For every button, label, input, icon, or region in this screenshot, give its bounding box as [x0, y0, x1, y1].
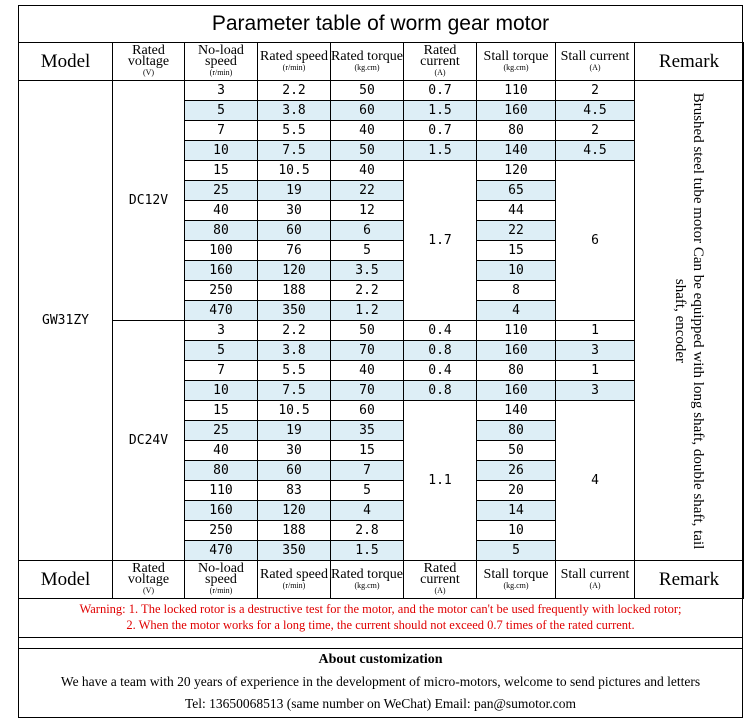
header-label: Rated torque — [331, 48, 403, 64]
stall-current-cell: 4.5 — [556, 101, 635, 121]
header-no-load-speed — [185, 561, 258, 599]
rated-speed-cell: 3.8 — [258, 341, 331, 361]
stall-current-cell: 3 — [556, 341, 635, 361]
rated-torque-cell: 5 — [331, 241, 404, 261]
stall-torque-cell: 50 — [477, 441, 556, 461]
model-cell: GW31ZY — [19, 81, 113, 561]
rated-speed-cell: 3.8 — [258, 101, 331, 121]
stall-torque-cell: 15 — [477, 241, 556, 261]
no-load-speed-cell: 10 — [185, 381, 258, 401]
rated-torque-cell: 70 — [331, 381, 404, 401]
rated-torque-cell: 40 — [331, 161, 404, 181]
stall-current-cell: 1 — [556, 321, 635, 341]
rated-torque-cell: 6 — [331, 221, 404, 241]
rated-current-cell: 0.4 — [404, 361, 477, 381]
no-load-speed-cell: 160 — [185, 261, 258, 281]
stall-current-cell: 3 — [556, 381, 635, 401]
rated-speed-cell: 5.5 — [258, 121, 331, 141]
header-unit: (kg.cm) — [503, 580, 529, 590]
stall-torque-cell: 80 — [477, 421, 556, 441]
header-label: Rated speed — [259, 48, 329, 64]
rated-torque-cell: 1.2 — [331, 301, 404, 321]
rated-torque-cell: 60 — [331, 401, 404, 421]
stall-torque-cell: 110 — [477, 321, 556, 341]
header-label: Rated current — [420, 561, 460, 587]
header-label: Stall current — [560, 48, 630, 64]
rated-speed-cell: 350 — [258, 541, 331, 561]
rated-speed-cell: 5.5 — [258, 361, 331, 381]
header-unit: (r/min) — [282, 580, 306, 590]
header-remark-label: Remark — [658, 568, 720, 590]
stall-torque-cell: 20 — [477, 481, 556, 501]
rated-speed-cell: 2.2 — [258, 81, 331, 101]
rated-torque-cell: 40 — [331, 121, 404, 141]
parameter-table — [18, 42, 744, 599]
header-rated-current — [404, 43, 477, 81]
rated-speed-cell: 188 — [258, 521, 331, 541]
stall-torque-cell: 26 — [477, 461, 556, 481]
about-line-1: We have a team with 20 years of experience in the development of micro-motors, welcome to send pictures and letters — [60, 674, 701, 689]
no-load-speed-cell: 100 — [185, 241, 258, 261]
table-row — [19, 81, 744, 101]
stall-torque-cell: 160 — [477, 101, 556, 121]
header-remark — [635, 561, 744, 599]
no-load-speed-cell: 7 — [185, 121, 258, 141]
rated-torque-cell: 7 — [331, 461, 404, 481]
no-load-speed-cell: 3 — [185, 81, 258, 101]
rated-torque-cell: 2.2 — [331, 281, 404, 301]
no-load-speed-cell: 5 — [185, 101, 258, 121]
rated-torque-cell: 1.5 — [331, 541, 404, 561]
rated-torque-cell: 35 — [331, 421, 404, 441]
header-rated-voltage — [113, 561, 185, 599]
page-title: Parameter table of worm gear motor — [18, 5, 743, 43]
stall-current-cell: 2 — [556, 81, 635, 101]
no-load-speed-cell: 15 — [185, 401, 258, 421]
header-rated-torque — [331, 561, 404, 599]
no-load-speed-cell: 10 — [185, 141, 258, 161]
stall-torque-cell: 120 — [477, 161, 556, 181]
stall-torque-cell: 110 — [477, 81, 556, 101]
stall-torque-cell: 10 — [477, 521, 556, 541]
header-stall-current — [556, 43, 635, 81]
stall-current-cell: 4.5 — [556, 141, 635, 161]
stall-torque-cell: 80 — [477, 361, 556, 381]
no-load-speed-cell: 40 — [185, 201, 258, 221]
no-load-speed-cell: 80 — [185, 461, 258, 481]
about-contact: Tel: 13650068513 (same number on WeChat) Email: pan@sumotor.com — [184, 696, 577, 711]
no-load-speed-cell: 250 — [185, 281, 258, 301]
no-load-speed-cell: 25 — [185, 421, 258, 441]
no-load-speed-cell: 3 — [185, 321, 258, 341]
rated-speed-cell: 120 — [258, 501, 331, 521]
header-stall-torque — [477, 43, 556, 81]
about-customization — [18, 648, 743, 718]
stall-current-merged-cell: 4 — [556, 401, 635, 561]
rated-speed-cell: 83 — [258, 481, 331, 501]
rated-torque-cell: 5 — [331, 481, 404, 501]
stall-torque-cell: 10 — [477, 261, 556, 281]
rated-torque-cell: 60 — [331, 101, 404, 121]
stall-current-cell: 2 — [556, 121, 635, 141]
stall-torque-cell: 140 — [477, 141, 556, 161]
header-unit: (V) — [142, 586, 155, 595]
header-rated-speed — [258, 43, 331, 81]
header-label: Rated voltage — [127, 561, 170, 587]
stall-torque-cell: 22 — [477, 221, 556, 241]
rated-speed-cell: 7.5 — [258, 381, 331, 401]
no-load-speed-cell: 470 — [185, 301, 258, 321]
rated-torque-cell: 70 — [331, 341, 404, 361]
header-rated-torque — [331, 43, 404, 81]
header-rated-voltage — [113, 43, 185, 81]
no-load-speed-cell: 5 — [185, 341, 258, 361]
header-model — [19, 561, 113, 599]
rated-current-merged-cell: 1.7 — [404, 161, 477, 321]
no-load-speed-cell: 25 — [185, 181, 258, 201]
header-unit: (kg.cm) — [503, 62, 529, 72]
rated-torque-cell: 2.8 — [331, 521, 404, 541]
header-unit: (kg.cm) — [354, 62, 380, 72]
rated-current-cell: 0.8 — [404, 341, 477, 361]
header-remark — [635, 43, 744, 81]
rated-speed-cell: 350 — [258, 301, 331, 321]
warning-notes — [18, 598, 743, 638]
rated-torque-cell: 22 — [331, 181, 404, 201]
header-unit: (kg.cm) — [354, 580, 380, 590]
rated-speed-cell: 2.2 — [258, 321, 331, 341]
rated-speed-cell: 30 — [258, 201, 331, 221]
rated-current-cell: 0.8 — [404, 381, 477, 401]
stall-torque-cell: 160 — [477, 341, 556, 361]
rated-speed-cell: 10.5 — [258, 161, 331, 181]
rated-current-cell: 1.5 — [404, 141, 477, 161]
header-unit: (V) — [142, 68, 155, 77]
header-stall-current — [556, 561, 635, 599]
header-unit: (r/min) — [209, 586, 233, 595]
stall-torque-cell: 80 — [477, 121, 556, 141]
header-model-label: Model — [40, 50, 91, 72]
header-no-load-speed — [185, 43, 258, 81]
rated-current-cell: 0.7 — [404, 81, 477, 101]
stall-torque-cell: 14 — [477, 501, 556, 521]
header-row-top — [19, 43, 744, 81]
stall-current-cell: 1 — [556, 361, 635, 381]
stall-current-merged-cell: 6 — [556, 161, 635, 321]
rated-current-cell: 0.7 — [404, 121, 477, 141]
remark-cell — [635, 81, 744, 561]
rated-torque-cell: 4 — [331, 501, 404, 521]
no-load-speed-cell: 80 — [185, 221, 258, 241]
no-load-speed-cell: 40 — [185, 441, 258, 461]
rated-speed-cell: 60 — [258, 221, 331, 241]
header-rated-current — [404, 561, 477, 599]
remark-text: Brushed steel tube motor Can be equipped with long shaft, double shaft, tail shaft, encoder — [672, 92, 706, 549]
rated-current-merged-cell: 1.1 — [404, 401, 477, 561]
header-stall-torque — [477, 561, 556, 599]
no-load-speed-cell: 250 — [185, 521, 258, 541]
header-label: Stall torque — [483, 48, 549, 64]
no-load-speed-cell: 470 — [185, 541, 258, 561]
header-label: No-load speed — [198, 43, 244, 69]
stall-torque-cell: 4 — [477, 301, 556, 321]
header-unit: (r/min) — [282, 62, 306, 72]
rated-torque-cell: 50 — [331, 141, 404, 161]
header-unit: (A) — [434, 586, 446, 595]
rated-speed-cell: 30 — [258, 441, 331, 461]
header-unit: (A) — [589, 580, 601, 590]
header-label: Stall current — [560, 566, 630, 582]
rated-speed-cell: 7.5 — [258, 141, 331, 161]
rated-torque-cell: 12 — [331, 201, 404, 221]
header-model — [19, 43, 113, 81]
rated-current-cell: 0.4 — [404, 321, 477, 341]
rated-speed-cell: 10.5 — [258, 401, 331, 421]
no-load-speed-cell: 110 — [185, 481, 258, 501]
rated-speed-cell: 19 — [258, 181, 331, 201]
header-label: Rated speed — [259, 566, 329, 582]
no-load-speed-cell: 15 — [185, 161, 258, 181]
header-label: Rated current — [420, 43, 460, 69]
stall-torque-cell: 65 — [477, 181, 556, 201]
voltage-cell: DC24V — [113, 321, 185, 561]
rated-speed-cell: 60 — [258, 461, 331, 481]
header-model-label: Model — [40, 568, 91, 590]
warning-line-2: 2. When the motor works for a long time, the current should not exceed 0.7 times of the rated current. — [126, 618, 635, 632]
no-load-speed-cell: 160 — [185, 501, 258, 521]
stall-torque-cell: 44 — [477, 201, 556, 221]
rated-torque-cell: 40 — [331, 361, 404, 381]
header-row-bottom — [19, 561, 744, 599]
rated-current-cell: 1.5 — [404, 101, 477, 121]
stall-torque-cell: 8 — [477, 281, 556, 301]
header-rated-speed — [258, 561, 331, 599]
header-remark-label: Remark — [658, 50, 720, 72]
header-label: Rated torque — [331, 566, 403, 582]
rated-torque-cell: 50 — [331, 321, 404, 341]
header-label: Rated voltage — [127, 43, 170, 69]
rated-speed-cell: 188 — [258, 281, 331, 301]
stall-torque-cell: 160 — [477, 381, 556, 401]
header-label: Stall torque — [483, 566, 549, 582]
voltage-cell: DC12V — [113, 81, 185, 321]
warning-line-1: Warning: 1. The locked rotor is a destructive test for the motor, and the motor can't be used frequently with locked rotor; — [79, 602, 682, 616]
stall-torque-cell: 5 — [477, 541, 556, 561]
no-load-speed-cell: 7 — [185, 361, 258, 381]
rated-torque-cell: 50 — [331, 81, 404, 101]
rated-speed-cell: 19 — [258, 421, 331, 441]
rated-speed-cell: 76 — [258, 241, 331, 261]
header-unit: (A) — [589, 62, 601, 72]
rated-torque-cell: 3.5 — [331, 261, 404, 281]
header-unit: (r/min) — [209, 68, 233, 77]
header-unit: (A) — [434, 68, 446, 77]
rated-torque-cell: 15 — [331, 441, 404, 461]
rated-speed-cell: 120 — [258, 261, 331, 281]
header-label: No-load speed — [198, 561, 244, 587]
about-title: About customization — [318, 652, 443, 667]
stall-torque-cell: 140 — [477, 401, 556, 421]
